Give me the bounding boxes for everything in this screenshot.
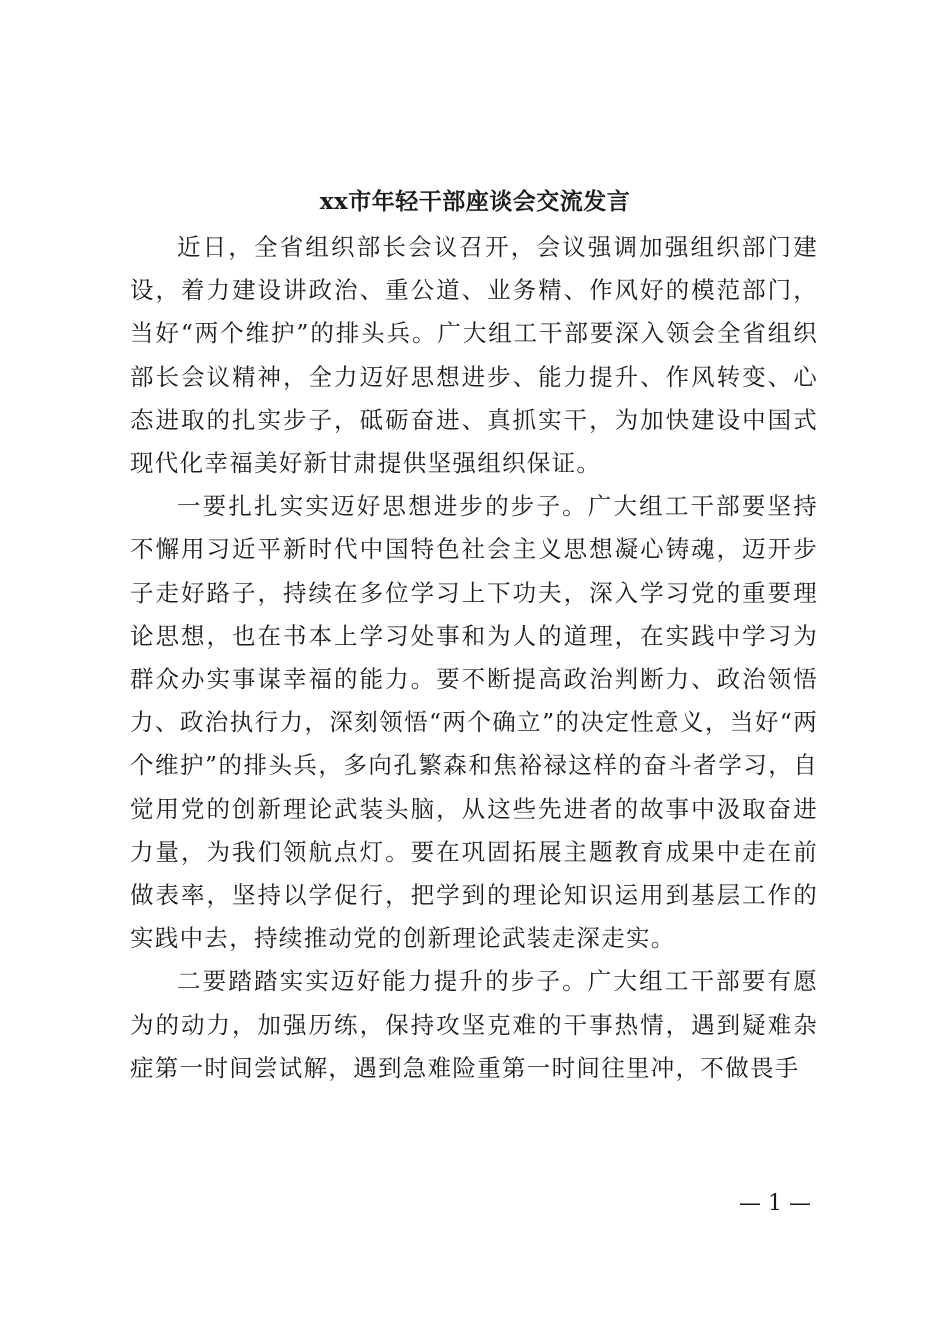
paragraph-thought-progress: 一要扎扎实实迈好思想进步的步子。广大组工干部要坚持不懈用习近平新时代中国特色社会主义思想凝心铸魂，迈开步子走好路子，持续在多位学习上下功夫，深入学习党的重要理论思想，也在书本上学习处事和为人的道理，在实践中学习为群众办实事谋幸福的能力。要不断提高政治判断力、政治领悟力、政治执行力，深刻领悟“两个确立”的决定性意义，当好“两个维护”的排头兵，多向孔繁森和焦裕禄这样的奋斗者学习，自觉用党的创新理论武装头脑，从这些先进者的故事中汲取奋进力量，为我们领航点灯。要在巩固拓展主题教育成果中走在前做表率，坚持以学促行，把学到的理论知识运用到基层工作的实践中去，持续推动党的创新理论武装走深走实。 (130, 492, 818, 953)
document-body (130, 226, 818, 1090)
paragraph-ability-improvement: 二要踏踏实实迈好能力提升的步子。广大组工干部要有愿为的动力，加强历练，保持攻坚克难的干事热情，遇到疑难杂症第一时间尝试解，遇到急难险重第一时间往里冲，不做畏手 (130, 967, 818, 1082)
page-number: — 1 — (739, 1191, 811, 1216)
paragraph-intro: 近日，全省组织部长会议召开，会议强调加强组织部门建设，着力建设讲政治、重公道、业务精、作风好的模范部门，当好“两个维护”的排头兵。广大组工干部要深入领会全省组织部长会议精神，全力迈好思想进步、能力提升、作风转变、心态进取的扎实步子，砥砺奋进、真抓实干，为加快建设中国式现代化幸福美好新甘肃提供坚强组织保证。 (130, 233, 818, 478)
document-title: xx市年轻干部座谈会交流发言 (319, 188, 631, 215)
